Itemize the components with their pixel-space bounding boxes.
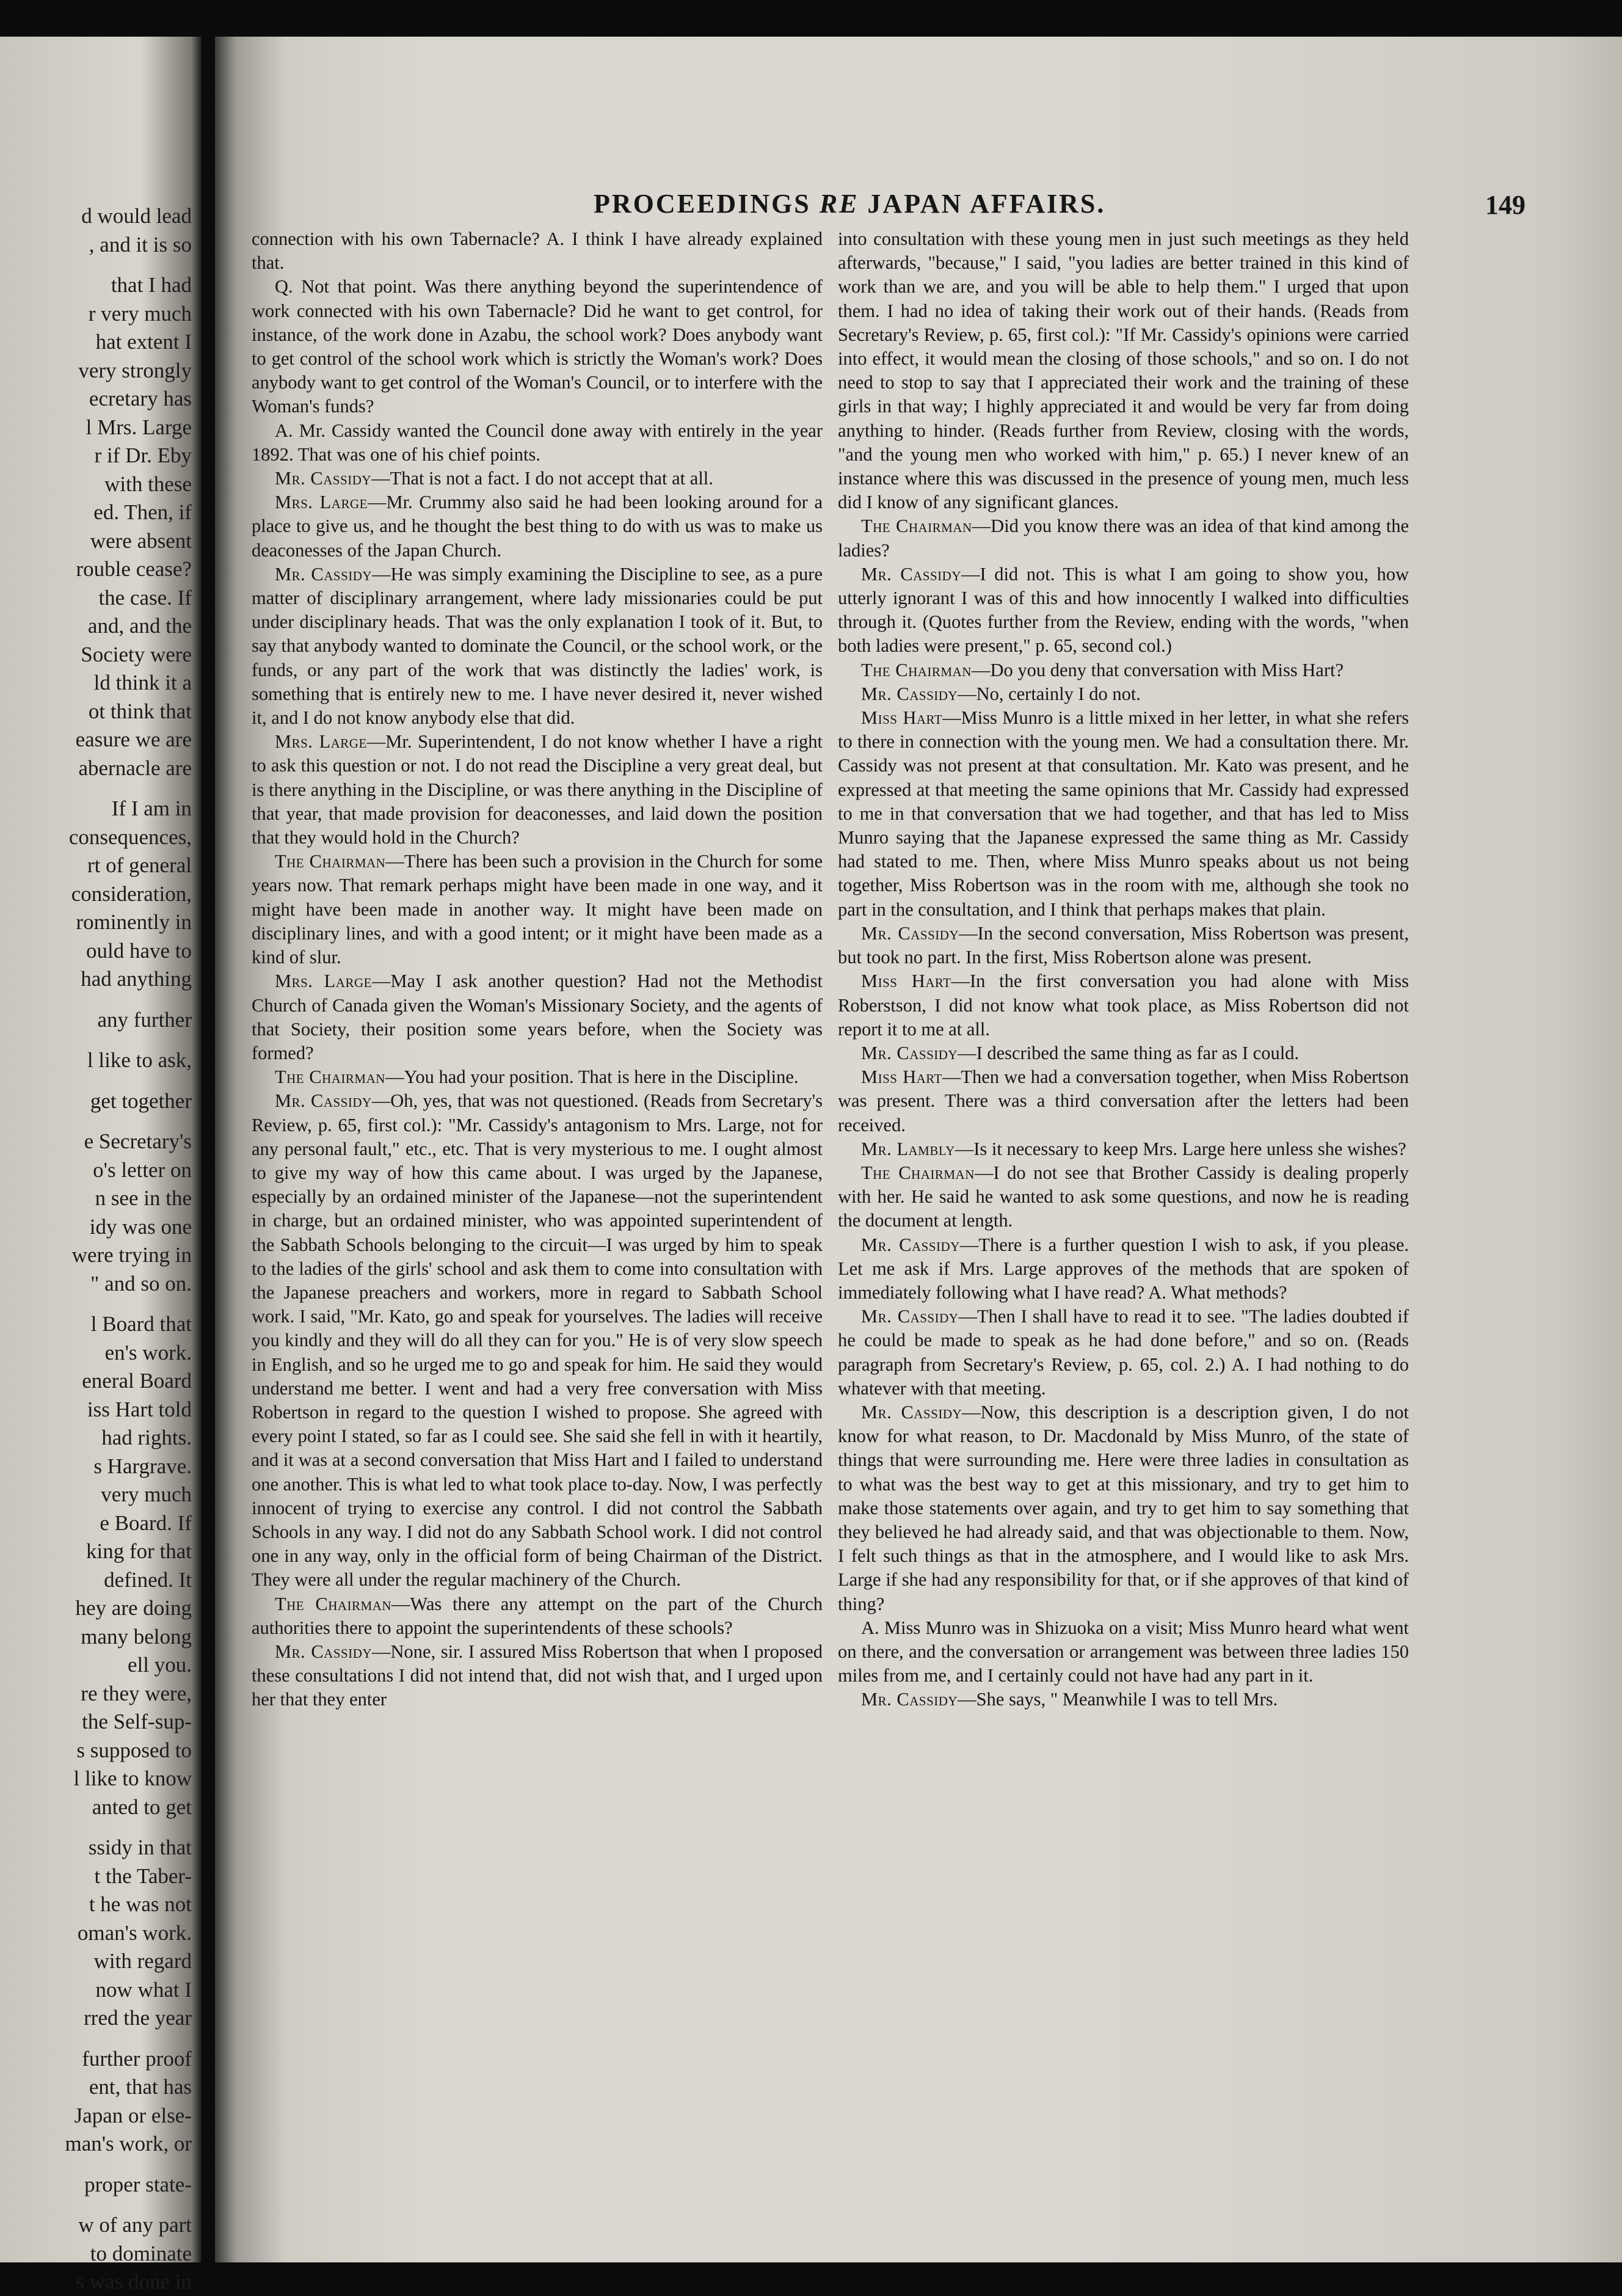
speaker-name: The Chairman [275, 851, 386, 872]
paragraph [838, 563, 1409, 658]
facing-page-line: idy was one [89, 1214, 192, 1239]
facing-page-line: very strongly [78, 358, 192, 382]
facing-page-line: iss Hart told [87, 1397, 192, 1421]
paragraph [252, 467, 823, 490]
paragraph [252, 490, 823, 563]
speaker-name: Mr. Cassidy [861, 563, 961, 585]
speaker-name: Mr. Cassidy [275, 563, 373, 585]
paragraph [838, 227, 1409, 514]
speaker-name: Mr. Cassidy [861, 1689, 958, 1710]
facing-page-line: Japan or else- [74, 2103, 192, 2127]
facing-page-line: rouble cease? [76, 557, 192, 581]
paragraph [838, 1137, 1409, 1161]
facing-page-line: l like to know [73, 1766, 192, 1790]
facing-page-line: e Board. If [100, 1511, 192, 1535]
facing-page-line: s Hargrave. [93, 1454, 192, 1478]
paragraph-text: —Then we had a conversation together, when Miss Robertson was present. There was a third conversation after the letters had been received. [838, 1066, 1409, 1135]
paragraph [838, 1233, 1409, 1305]
paragraph [838, 514, 1409, 562]
text-column-right [838, 227, 1409, 1712]
paragraph-text: —In the first conversation you had alone with Miss Roberstson, I did not know what took place, as Miss Robertson did not report it to me at all. [838, 971, 1409, 1040]
facing-page-line: many belong [81, 1624, 192, 1649]
paragraph [252, 563, 823, 730]
paragraph [252, 730, 823, 850]
speaker-name: Miss Hart [861, 1066, 942, 1088]
paragraph-text: —There has been such a provision in the Church for some years now. That remark perhaps might have been made in one way, and it might have been made in another way. It might have been made on disciplinary lines, and with a good intent; or it might have been made as a kind of slur. [252, 851, 823, 968]
facing-page-line: consideration, [71, 881, 192, 906]
facing-page-line: the case. If [98, 585, 192, 610]
paragraph [838, 658, 1409, 682]
facing-page-line: had rights. [101, 1426, 192, 1449]
paragraph-text: —There is a further question I wish to ask, if you please. Let me ask if Mrs. Large approves of the methods that are spoken of immediately following what I have read? A. What methods? [838, 1234, 1409, 1303]
speaker-name: Mr. Cassidy [275, 1090, 372, 1112]
paragraph-text: —She says, " Meanwhile I was to tell Mrs. [958, 1689, 1278, 1710]
facing-page-line: rominently in [76, 910, 192, 934]
facing-page-fragment [0, 37, 202, 2294]
speaker-name: Mr. Cassidy [861, 1042, 958, 1063]
facing-page-line: t he was not [89, 1892, 192, 1916]
speaker-name: Mr. Lambly [861, 1138, 955, 1159]
facing-page-line: r if Dr. Eby [94, 443, 192, 467]
speaker-name: The Chairman [861, 516, 972, 537]
paragraph-text: A. Miss Munro was in Shizuoka on a visit; Miss Munro heard what went on there, and the conversation or arrangement was between three ladies 150 miles from me, and I certainly could not have had any part in it. [838, 1617, 1409, 1686]
facing-page-line: , and it is so [89, 232, 192, 257]
facing-page-line: Society were [81, 642, 192, 666]
paragraph [838, 682, 1409, 706]
facing-page-line: that I had [111, 273, 192, 297]
paragraph [252, 969, 823, 1065]
paragraph-text: —Then I shall have to read it to see. "The ladies doubted if he could be made to speak as he had done before," and so on. (Reads paragraph from Secretary's Review, p. 65, col. 2.) A. I had nothing to do whatever with that meeting. [838, 1306, 1409, 1399]
facing-page-line: " and so on. [90, 1271, 192, 1296]
paragraph-text: —That is not a fact. I do not accept that at all. [371, 468, 713, 489]
paragraph [838, 969, 1409, 1041]
facing-page-line: eneral Board [82, 1369, 192, 1393]
paragraph [838, 1065, 1409, 1137]
paragraph-text: —In the second conversation, Miss Robertson was present, but took no part. In the first, Miss Robertson alone was present. [838, 922, 1409, 968]
facing-page-line: with regard [93, 1949, 192, 1973]
facing-page-line: ssidy in that [88, 1835, 192, 1859]
paragraph [838, 922, 1409, 969]
facing-page-line: l like to ask, [87, 1048, 192, 1072]
paragraph [252, 227, 823, 275]
facing-page-line: ot think that [88, 699, 192, 723]
speaker-name: Mr. Cassidy [275, 1641, 373, 1662]
facing-page-line: ell you. [128, 1653, 192, 1677]
facing-page-line: abernacle are [78, 756, 192, 780]
facing-page-line: king for that [85, 1539, 192, 1563]
speaker-name: Mr. Cassidy [861, 922, 959, 944]
speaker-name: Mr. Cassidy [861, 1306, 959, 1327]
facing-page-line: re they were, [81, 1681, 192, 1705]
paragraph-text: Q. Not that point. Was there anything beyond the superintendence of work connected with his own Tabernacle? Did he want to get control, for instance, of the work done in Azabu, the school work? Does anybody want to get control of the school work which is strictly the Woman's work? Does anybody want to get control of the Woman's Council, or to interfere with the Woman's funds? [252, 276, 823, 417]
facing-page-line: with these [104, 472, 192, 496]
facing-page-line: ent, that has [89, 2075, 192, 2099]
facing-page-line: w of any part [78, 2213, 192, 2237]
facing-page-line: were absent [90, 528, 192, 553]
facing-page-line: anted to get [92, 1795, 192, 1819]
speaker-name: Mrs. Large [275, 971, 372, 992]
speaker-name: Mr. Cassidy [861, 1401, 962, 1423]
paragraph [252, 1640, 823, 1712]
facing-page-line: s was done in [76, 2270, 192, 2294]
facing-page-line: man's work, or [65, 2132, 192, 2156]
paragraph-text: into consultation with these young men in just such meetings as they held afterwards, "because," I said, "you ladies are better trained in this kind of work than we are, and you will be able to help them." I urged that upon them. I had no idea of taking their work out of their hands. (Reads from Secretary's Review, p. 65, first col.): "If Mr. Cassidy's opinions were carried into effect, it would mean the closing of those schools," and so on. I do not need to stop to say that I appreciated their work and the training of these girls in that way; I highly appreciated it and would be very far from doing anything to hinder. (Reads further from Review, closing with the words, "and the young men who worked with him," p. 65.) I never knew of an instance where this was discussed in the presence of young men, much less did I know of any significant glances. [838, 228, 1409, 513]
facing-page-line: s supposed to [76, 1738, 192, 1762]
facing-page-line: oman's work. [77, 1920, 192, 1945]
speaker-name: Miss Hart [861, 707, 943, 729]
paragraph-text: —Oh, yes, that was not questioned. (Reads from Secretary's Review, p. 65, first col.): "Mr. Cassidy's antagonism to Mrs. Large, not for any personal fault," etc., etc. That is very mysterious to me. I ought almost to give my way of how this came about. I was urged by the Japanese, especially by an ordained minister of the Japanese—not the superintendent in charge, but an ordained minister, who was appointed superintendent of the Sabbath Schools belonging to the circuit—I was urged by him to speak to the ladies of the girls' school and ask them to come into consultation with the Japanese preachers and workers, more in regard to Sabbath School work. I said, "Mr. Kato, go and speak for yourselves. The ladies will receive you kindly and they will do all they can for you." He is of very slow speech in English, and so he urged me to go and speak for him. He said they would understand me better. I went and had a very free conversation with Miss Robertson in regard to the question I wished to propose. She agreed with every point I stated, so far as I could see. She said she fell in with it heartily, and it was at a second conversation that Miss Hart and I failed to understand one another. This is what led to what took place to-day. Now, I was perfectly innocent of trying to exercise any control. I did not control the Sabbath Schools in any way. I did not do any Sabbath School work. I did not control one in any way, only in the official form of being Chairman of the District. They were all under the regular machinery of the Church. [252, 1090, 823, 1591]
facing-page-line: to dominate [90, 2241, 192, 2265]
paragraph [838, 1041, 1409, 1065]
paragraph-text: —Is it necessary to keep Mrs. Large here unless she wishes? [955, 1138, 1406, 1159]
facing-page-line: If I am in [111, 796, 192, 820]
speaker-name: The Chairman [275, 1066, 385, 1088]
document-page [215, 37, 1622, 2262]
speaker-name: Mr. Cassidy [275, 468, 372, 489]
paragraph-text: —Mr. Crummy also said he had been looking around for a place to give us, and he thought the best thing to do with us was to make us deaconesses of the Japan Church. [252, 492, 823, 561]
paragraph [838, 1161, 1409, 1233]
paragraph-text: —May I ask another question? Had not the Methodist Church of Canada given the Woman's Missionary Society, and the agents of that Society, their position some years before, when the Society was formed? [252, 971, 823, 1063]
facing-page-line: any further [97, 1007, 192, 1032]
paragraph [838, 1401, 1409, 1616]
paragraph-text: —No, certainly I do not. [958, 683, 1141, 704]
speaker-name: Miss Hart [861, 971, 951, 992]
facing-page-line: ecretary has [89, 387, 192, 410]
facing-page-line: now what I [95, 1977, 192, 2002]
paragraph-text: A. Mr. Cassidy wanted the Council done away with entirely in the year 1892. That was one of his chief points. [252, 420, 823, 465]
paragraph [252, 419, 823, 467]
paragraph-text: —Now, this description is a description given, I do not know for what reason, to Dr. Macdonald by Miss Munro, of the state of things that were surrounding me. Here were three ladies in consultation as to what was the best way to get at this missionary, and try to get him to make those statements over again, and try to get him to say something that they believed he had already said, and that was objectionable to them. Now, I felt such things as that in the atmosphere, and I would like to ask Mrs. Large if she had any responsibility for that, or if she approves of that kind of thing? [838, 1401, 1409, 1614]
paragraph-text: connection with his own Tabernacle? A. I think I have already explained that. [252, 228, 823, 274]
facing-page-line: had anything [81, 967, 192, 991]
speaker-name: The Chairman [861, 659, 972, 680]
facing-page-line: l Mrs. Large [85, 415, 192, 439]
text-column-left [252, 227, 823, 1712]
speaker-name: The Chairman [275, 1593, 392, 1614]
speaker-name: The Chairman [861, 1162, 975, 1183]
paragraph [252, 1592, 823, 1640]
facing-page-line: further proof [82, 2046, 192, 2071]
facing-page-line: defined. It [104, 1567, 192, 1592]
facing-page-line: ed. Then, if [93, 500, 192, 524]
facing-page-line: were trying in [71, 1243, 192, 1267]
paragraph [252, 1065, 823, 1089]
facing-page-line: rred the year [84, 2006, 192, 2030]
paragraph [838, 706, 1409, 922]
facing-page-line: d would lead [81, 204, 192, 228]
running-head: PROCEEDINGS RE JAPAN AFFAIRS. [594, 189, 1106, 219]
paragraph-text: —Do you deny that conversation with Miss Hart? [971, 659, 1344, 680]
speaker-name: Mrs. Large [275, 731, 367, 753]
paragraph-text: —He was simply examining the Discipline to see, as a pure matter of disciplinary arrangement, where lady missionaries could be put under disciplinary heads. That was the only explanation I took of it. But, to say that anybody wanted to dominate the Council, or the school work, or the funds, or any part of the work that was distinctly the ladies' work, is something that is entirely new to me. I have never desired it, never wished it, and I do not know anybody else that did. [252, 563, 823, 729]
facing-page-line: t the Taber- [94, 1864, 192, 1888]
facing-page-line: get together [90, 1088, 192, 1113]
facing-page-line: ld think it a [93, 671, 192, 694]
paragraph [838, 1688, 1409, 1711]
facing-page-line: easure we are [75, 727, 192, 751]
paragraph-text: —Miss Munro is a little mixed in her letter, in what she refers to there in connection with the young men. We had a consultation there. Mr. Cassidy was not present at that consultation. Mr. Kato was present, and he expressed at that meeting the same opinions that Mr. Cassidy had expressed to me in that conversation that we had together, and that has led to Miss Munro saying that the Japanese expressed the same thing as Mr. Cassidy had stated to me. Then, where Miss Munro speaks about us not being together, Miss Robertson was in the room with me, although she took no part in the consultation, and I think that perhaps makes that plain. [838, 707, 1409, 920]
speaker-name: Mrs. Large [275, 492, 368, 513]
facing-page-line: e Secretary's [84, 1129, 192, 1153]
facing-page-line: l Board that [90, 1312, 192, 1336]
facing-page-line: and, and the [87, 614, 192, 638]
paragraph-text: —None, sir. I assured Miss Robertson that when I proposed these consultations I did not intend that, did not wish that, and I urged upon her that they enter [252, 1641, 823, 1710]
paragraph-text: —You had your position. That is here in the Discipline. [385, 1066, 799, 1088]
paragraph-text: —Mr. Superintendent, I do not know whether I have a right to ask this question or not. I do not read the Discipline a very great deal, but is there anything in the Discipline, or was there anything in the Discipline of that year, that made provision for deaconesses, and laid down the position that they would hold in the Church? [252, 731, 823, 848]
facing-page-line: ould have to [85, 938, 192, 963]
facing-page-line: hey are doing [75, 1596, 192, 1620]
paragraph-text: —I described the same thing as far as I could. [958, 1042, 1300, 1063]
paragraph [838, 1305, 1409, 1401]
page-number: 149 [1485, 190, 1526, 220]
paragraph-text: —Did you know there was an idea of that kind among the ladies? [838, 516, 1409, 561]
paragraph [252, 850, 823, 969]
facing-page-line: r very much [88, 301, 192, 326]
facing-page-line: the Self-sup- [82, 1710, 192, 1733]
paragraph-text: —Was there any attempt on the part of the Church authorities there to appoint the superintendents of these schools? [252, 1593, 823, 1638]
facing-page-line: en's work. [104, 1340, 192, 1365]
speaker-name: Mr. Cassidy [861, 1234, 960, 1255]
paragraph-text: —I do not see that Brother Cassidy is dealing properly with her. He said he wanted to ask some questions, and now he is reading the document at length. [838, 1162, 1409, 1231]
facing-page-line: rt of general [87, 853, 192, 877]
speaker-name: Mr. Cassidy [861, 683, 958, 704]
paragraph [252, 1089, 823, 1592]
facing-page-line: hat extent I [95, 330, 192, 354]
facing-page-line: proper state- [84, 2172, 192, 2196]
paragraph-text: —I did not. This is what I am going to show you, how utterly ignorant I was of this and how innocently I walked into difficulties through it. (Quotes further from the Review, ending with the words, "when both ladies were present," p. 65, second col.) [838, 563, 1409, 657]
facing-page-line: very much [101, 1482, 192, 1506]
facing-page-line: o's letter on [93, 1157, 192, 1182]
facing-page-line: consequences, [68, 825, 192, 849]
facing-page-line: n see in the [95, 1186, 192, 1210]
paragraph [252, 275, 823, 418]
paragraph [838, 1616, 1409, 1688]
